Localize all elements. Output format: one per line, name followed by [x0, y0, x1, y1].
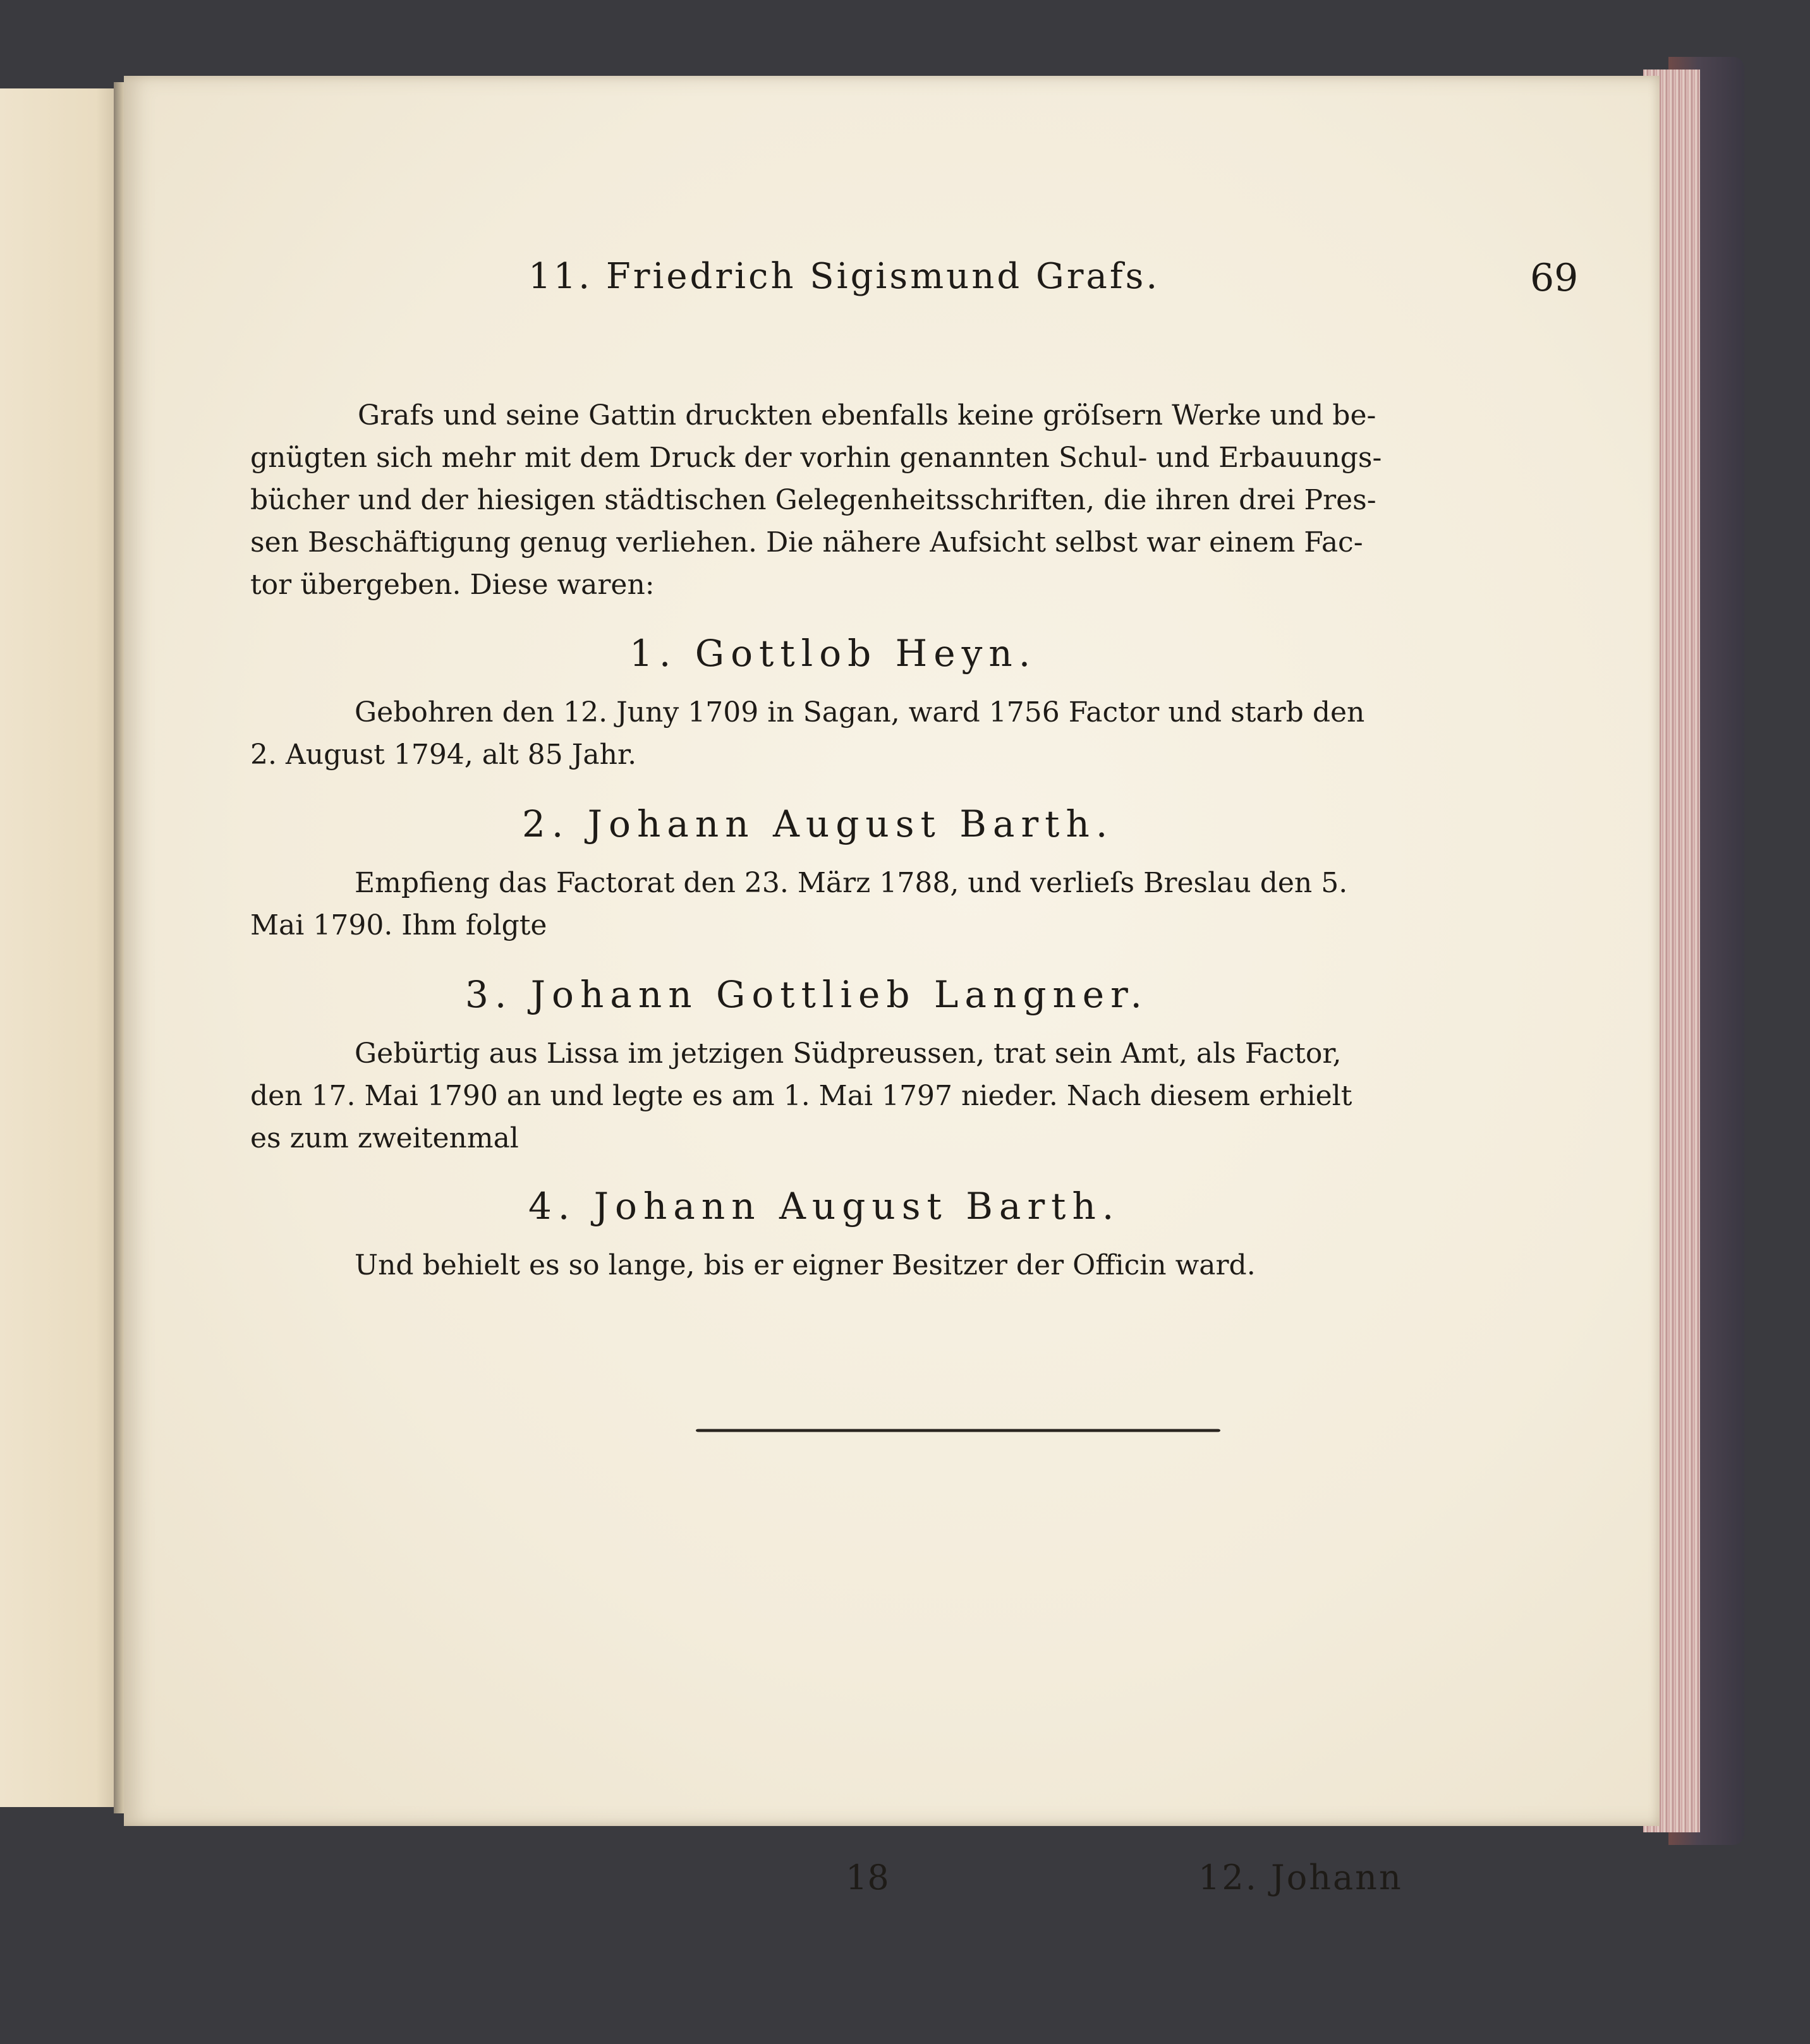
page-number: 69 — [1530, 256, 1579, 300]
signature-mark: 18 — [846, 1858, 889, 1897]
text-line: Mai 1790. Ihm folgte — [250, 909, 547, 941]
text-line: bücher und der hiesigen städtischen Gelegenheitsschriften, die ihren drei Pres- — [250, 484, 1376, 516]
facing-page-edge — [0, 88, 120, 1807]
running-header — [528, 256, 1160, 297]
text-line: 2. August 1794, alt 85 Jahr. — [250, 739, 637, 771]
text-line: Gebohren den 12. Juny 1709 in Sagan, ward 1756 Factor und starb den — [355, 696, 1365, 729]
section-title: Friedrich Sigismund Grafs. — [605, 256, 1160, 297]
text-line: den 17. Mai 1790 an und legte es am 1. Mai 1797 nieder. Nach diesem erhielt — [250, 1080, 1352, 1112]
book-page — [124, 76, 1660, 1897]
text-line: Grafs und seine Gattin druckten ebenfalls keine gröſsern Werke und be- — [358, 399, 1376, 432]
section-number: 11. — [528, 256, 593, 297]
text-line: Gebürtig aus Lissa im jetzigen Südpreussen, trat sein Amt, als Factor, — [355, 1037, 1342, 1070]
entry-heading: 2. Johann August Barth. — [522, 802, 1114, 845]
entry-heading: 4. Johann August Barth. — [528, 1185, 1121, 1228]
text-line: es zum zweitenmal — [250, 1122, 519, 1154]
section-divider-rule — [696, 1429, 1220, 1432]
catchword: 12. Johann — [1198, 1858, 1403, 1897]
text-line: sen Beschäftigung genug verliehen. Die nähere Aufsicht selbst war einem Fac- — [250, 526, 1363, 559]
text-line: tor übergeben. Diese waren: — [250, 569, 655, 601]
text-line: gnügten sich mehr mit dem Druck der vorhin genannten Schul- und Erbauungs- — [250, 442, 1382, 474]
text-line: Empfieng das Factorat den 23. März 1788, und verlieſs Breslau den 5. — [355, 867, 1348, 899]
text-line: Und behielt es so lange, bis er eigner Besitzer der Officin ward. — [355, 1249, 1256, 1281]
entry-heading: 3. Johann Gottlieb Langner. — [465, 973, 1148, 1016]
entry-heading: 1. Gottlob Heyn. — [629, 632, 1037, 675]
